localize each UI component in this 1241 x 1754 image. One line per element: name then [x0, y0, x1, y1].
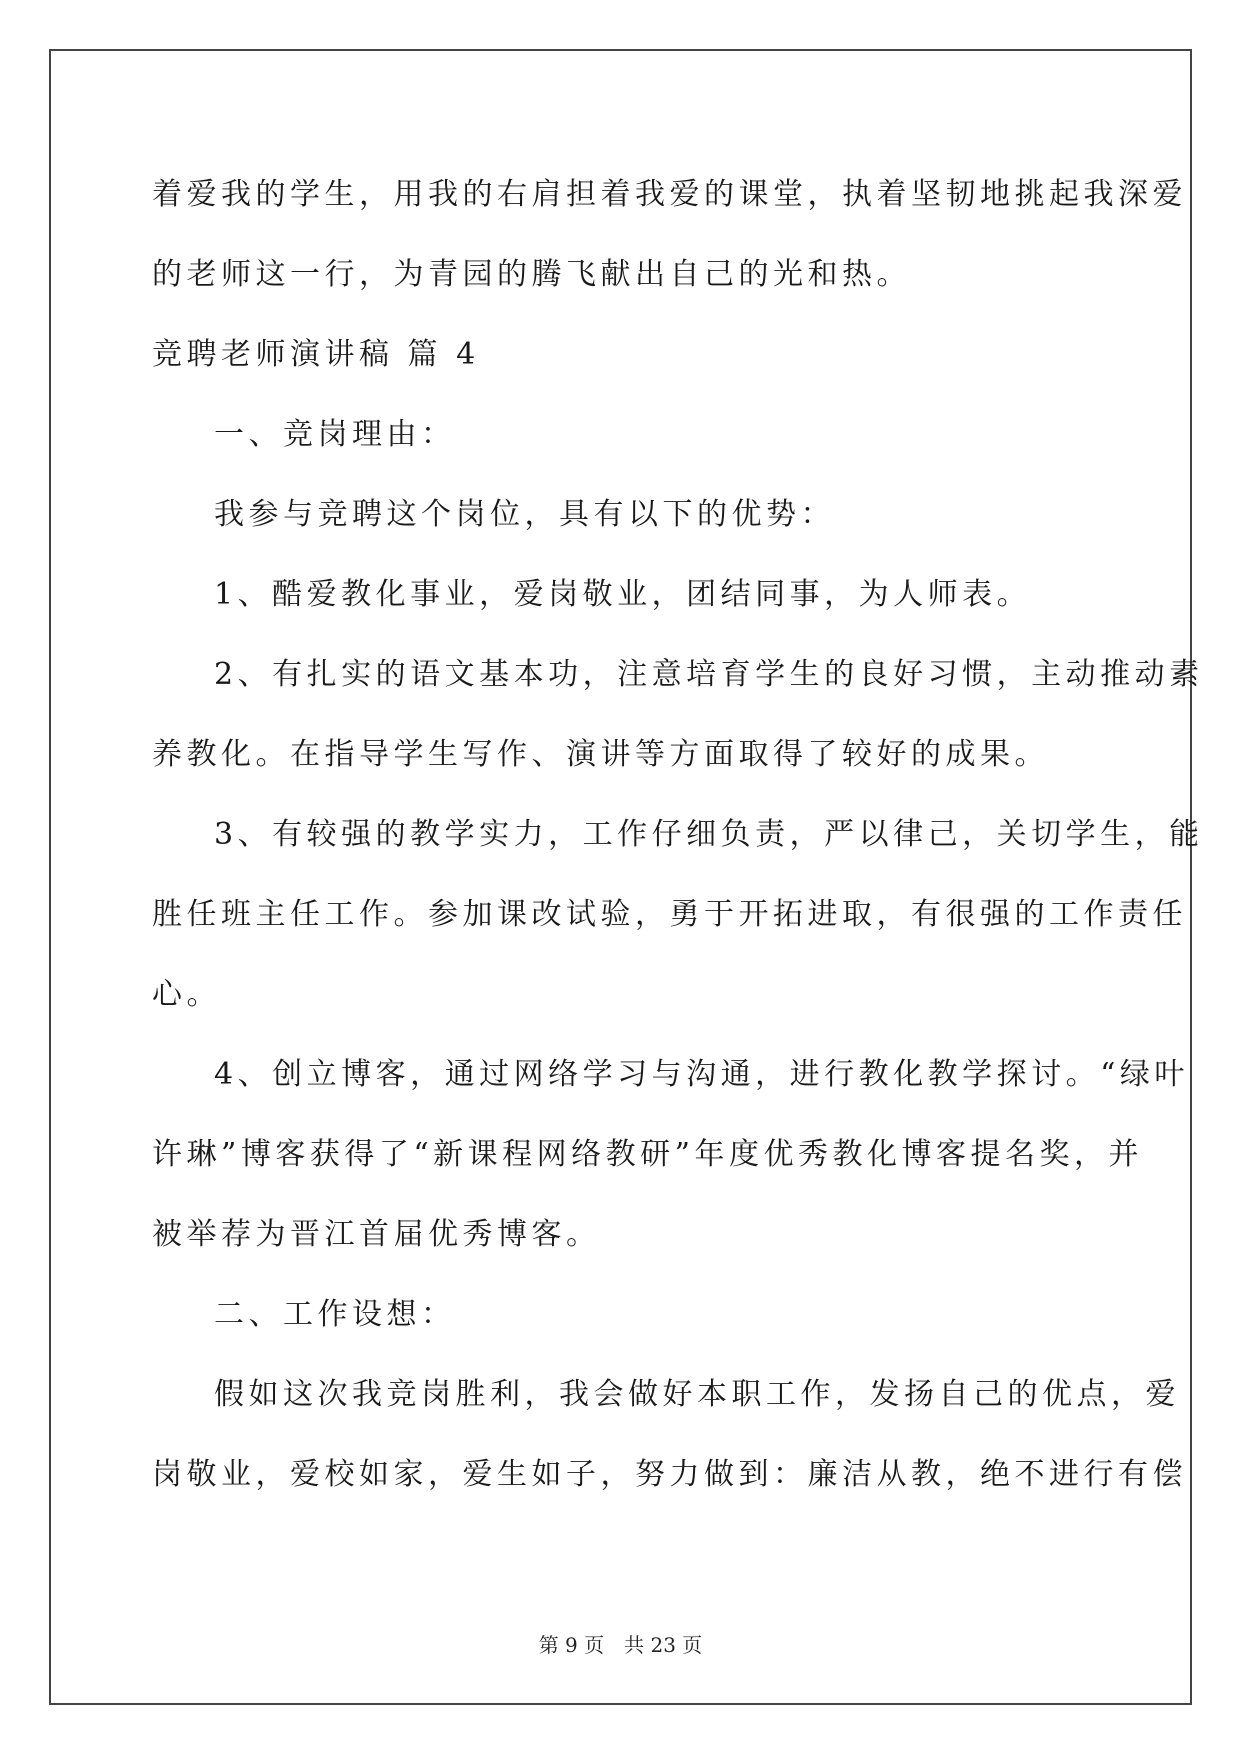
- list-item-3-continued: [152, 875, 1187, 1035]
- list-item-2: [152, 635, 1204, 715]
- text-line: 二、工作设想：: [214, 1297, 456, 1332]
- text-line: 竞聘老师演讲稿 篇 4: [152, 337, 480, 372]
- text-line: 着爱我的学生，用我的右肩担着我爱的课堂，执着坚韧地挑起我深爱: [152, 177, 1187, 212]
- text-line: 的老师这一行，为青园的腾飞献出自己的光和热。: [152, 257, 911, 292]
- page-number: 第 9 页: [538, 1633, 605, 1657]
- text-line: 被举荐为晋江首届优秀博客。: [152, 1217, 601, 1252]
- paragraph-plans: [152, 1355, 1180, 1435]
- text-line: 一、竞岗理由：: [214, 417, 456, 452]
- text-line: 许琳”博客获得了“新课程网络教研”年度优秀教化博客提名奖，并: [152, 1137, 1144, 1172]
- text-line: 假如这次我竞岗胜利，我会做好本职工作，发扬自己的优点，爱: [214, 1377, 1180, 1412]
- paragraph-continuation: [152, 155, 1187, 315]
- paragraph-plans-continued: [152, 1435, 1187, 1515]
- text-line: 养教化。在指导学生写作、演讲等方面取得了较好的成果。: [152, 737, 1049, 772]
- page-footer: [0, 1629, 1241, 1658]
- list-item-4-continued: [152, 1115, 1144, 1275]
- subheading-plans: [152, 1275, 1090, 1355]
- text-line: 2、有扎实的语文基本功，注意培育学生的良好习惯，主动推动素: [214, 657, 1204, 692]
- list-item-2-continued: [152, 715, 1090, 795]
- list-item-3: [152, 795, 1204, 875]
- text-line: 心。: [152, 977, 221, 1012]
- page-total: 共 23 页: [624, 1633, 703, 1657]
- document-body: [152, 155, 1204, 1515]
- list-item-1: [152, 555, 1090, 635]
- text-line: 3、有较强的教学实力，工作仔细负责，严以律己，关切学生，能: [214, 817, 1204, 852]
- text-line: 4、创立博客，通过网络学习与沟通，进行教化教学探讨。“绿叶: [214, 1057, 1189, 1092]
- subheading-reasons: [152, 395, 1090, 475]
- paragraph-intro: [152, 475, 1090, 555]
- text-line: 胜任班主任工作。参加课改试验，勇于开拓进取，有很强的工作责任: [152, 897, 1187, 932]
- text-line: 1、酷爱教化事业，爱岗敬业，团结同事，为人师表。: [214, 577, 1032, 612]
- text-line: 我参与竞聘这个岗位，具有以下的优势：: [214, 497, 835, 532]
- list-item-4: [152, 1035, 1189, 1115]
- text-line: 岗敬业，爱校如家，爱生如子，努力做到：廉洁从教，绝不进行有偿: [152, 1457, 1187, 1492]
- section-title: [152, 315, 1090, 395]
